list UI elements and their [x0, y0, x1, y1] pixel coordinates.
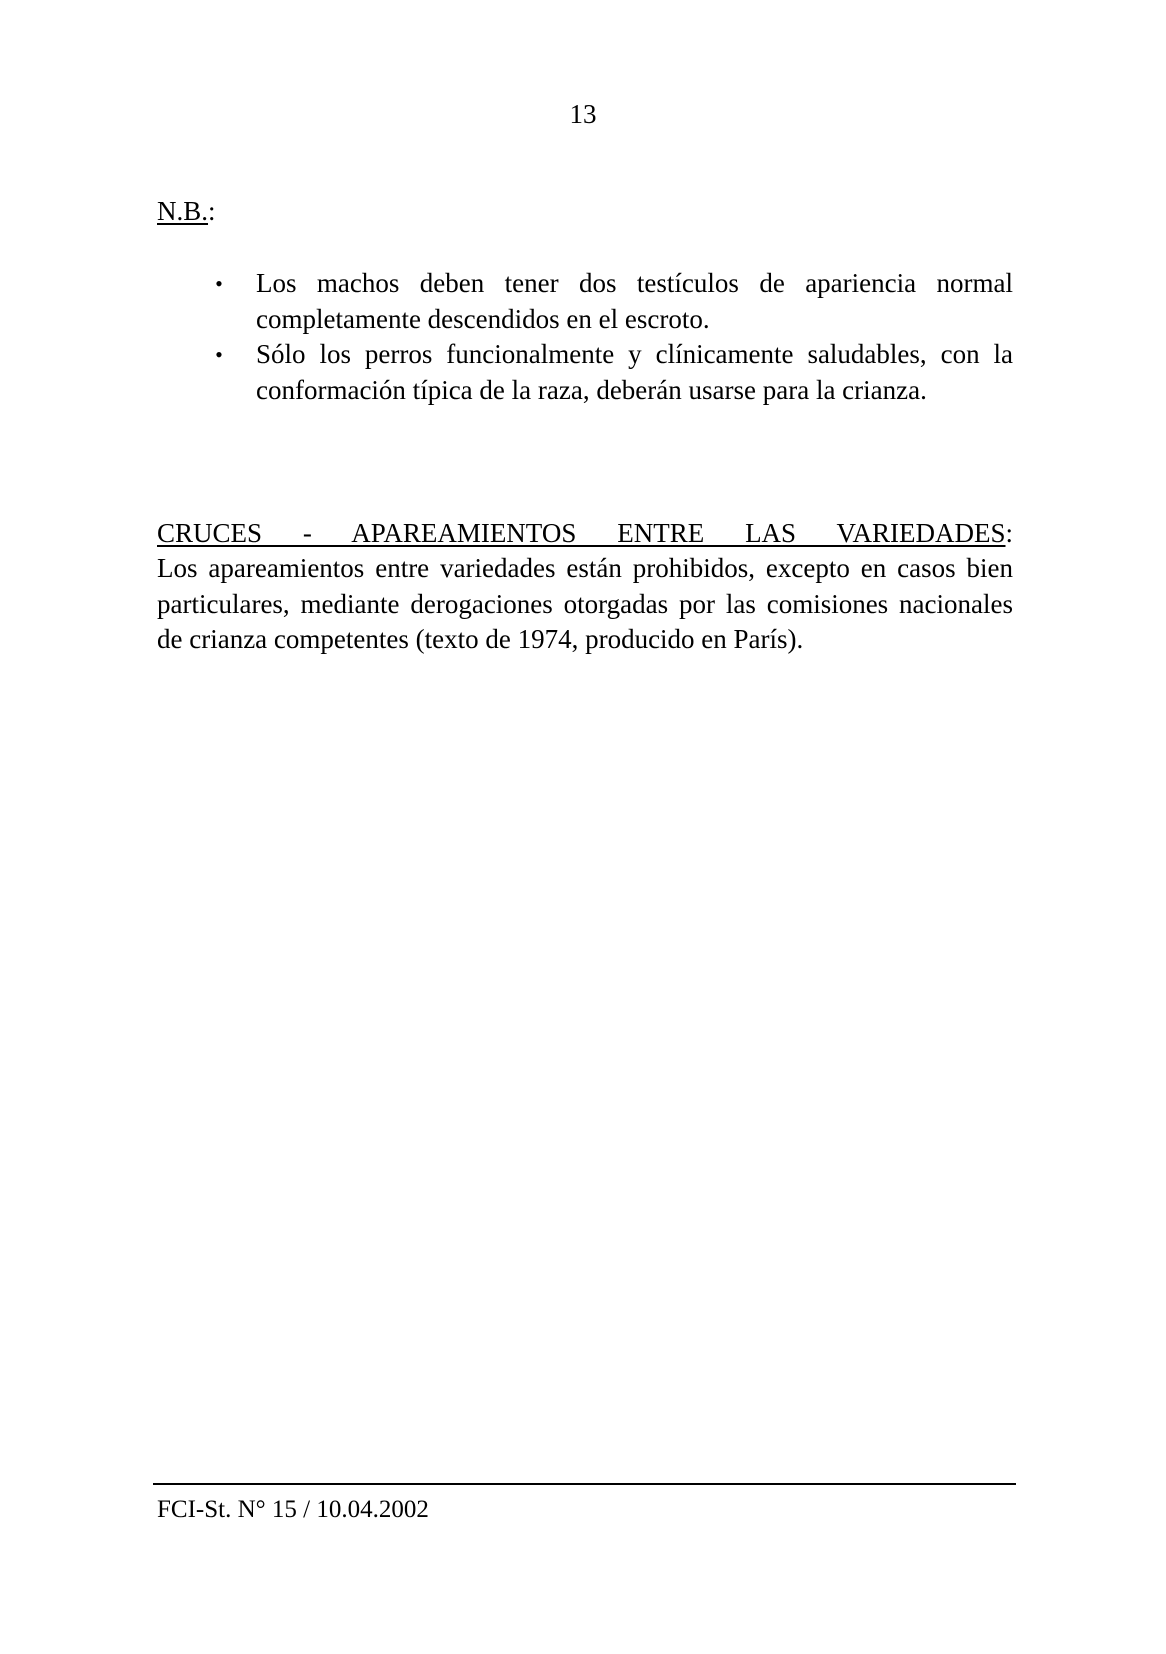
nb-colon: : — [208, 196, 216, 226]
crosses-heading — [157, 516, 1013, 551]
crosses-heading-text: CRUCES - APAREAMIENTOS ENTRE LAS VARIEDADES — [157, 518, 1006, 548]
bullet-icon: • — [215, 342, 223, 367]
crosses-body: Los apareamientos entre variedades están prohibidos, excepto en casos bien particulares, mediante derogaciones otorgadas por las comisiones nacionales de crianza competentes (texto de 1974, producido en París). — [157, 553, 1013, 654]
bullet-item-testicles — [157, 266, 1013, 337]
bullet-text: Sólo los perros funcionalmente y clínicamente saludables, con la conformación típica de la raza, deberán usarse para la crianza. — [256, 339, 1013, 405]
nb-label: N.B. — [157, 196, 209, 226]
footer-reference: FCI-St. N° 15 / 10.04.2002 — [157, 1496, 429, 1523]
crosses-heading-colon: : — [1005, 518, 1013, 548]
bullet-icon: • — [215, 271, 223, 296]
bullet-list — [157, 266, 1013, 408]
crosses-section — [157, 516, 1013, 658]
bullet-text: Los machos deben tener dos testículos de apariencia normal completamente descendidos en el escroto. — [256, 268, 1013, 334]
bullet-item-healthy-dogs — [157, 337, 1013, 408]
page-number: 13 — [569, 99, 597, 129]
footer-divider — [153, 1483, 1016, 1485]
nb-heading — [157, 195, 216, 227]
